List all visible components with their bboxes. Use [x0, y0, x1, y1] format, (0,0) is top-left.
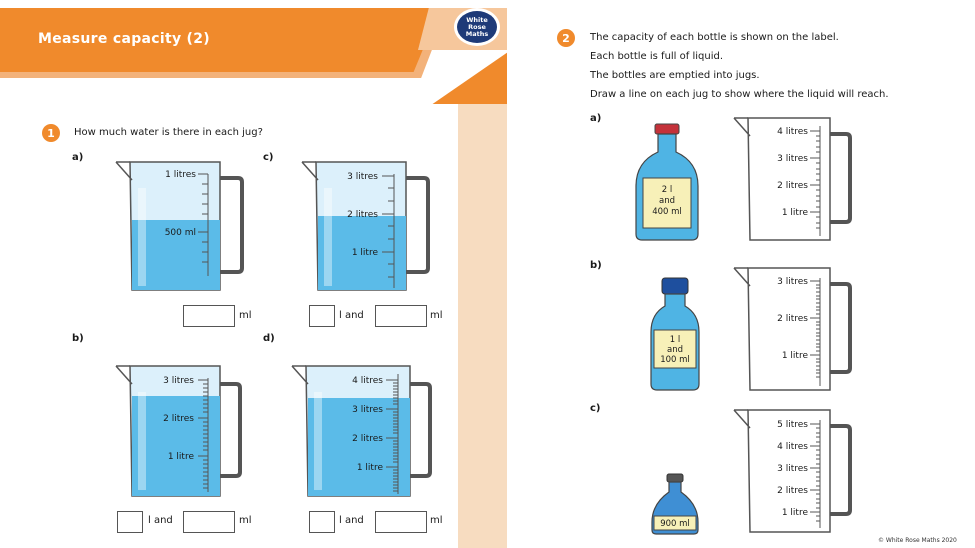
logo-line-2: Rose	[468, 22, 486, 31]
jug-a-mark-2: 500 ml	[164, 228, 196, 238]
q1d-unit: ml	[430, 515, 443, 526]
bottle-b-label-1: 1 l	[669, 335, 681, 345]
q1-part-d-label: d)	[263, 333, 275, 344]
q2-line-2: Each bottle is full of liquid.	[590, 51, 724, 62]
q2-jug-c-mark-5: 1 litre	[781, 508, 808, 518]
q2-jug-a-mark-3: 2 litres	[777, 181, 808, 191]
q2-jug-c-mark-2: 4 litres	[777, 442, 808, 452]
q2-jug-a-mark-1: 4 litres	[777, 127, 808, 137]
q2-jug-c-mark-3: 3 litres	[777, 464, 808, 474]
q2-line-1: The capacity of each bottle is shown on the label.	[590, 32, 839, 43]
q2-jug-a-mark-4: 1 litre	[781, 208, 808, 218]
logo-badge	[457, 11, 497, 43]
jug-d-mark-1: 4 litres	[352, 376, 383, 386]
q2-bottle-a	[632, 122, 704, 246]
question-1-number: 1	[42, 124, 60, 142]
page-title: Measure capacity (2)	[38, 31, 210, 47]
q1d-ml-box[interactable]	[375, 511, 427, 533]
bottle-b-label-3: 100 ml	[660, 355, 690, 365]
q1c-and-text: l and	[339, 310, 364, 321]
q1-jug-a	[110, 158, 250, 298]
q2-part-a-label: a)	[590, 113, 602, 124]
logo-line-1: White	[466, 15, 488, 24]
q2-part-c-label: c)	[590, 403, 601, 414]
bottle-b-label-2: and	[667, 345, 683, 355]
jug-d-mark-3: 2 litres	[352, 434, 383, 444]
q1b-ml-box[interactable]	[183, 511, 235, 533]
copyright-text: © White Rose Maths 2020	[878, 537, 957, 544]
logo-line-3: Maths	[465, 29, 489, 38]
q2-line-4: Draw a line on each jug to show where the liquid will reach.	[590, 89, 889, 100]
q2-jug-b-mark-1: 3 litres	[777, 277, 808, 287]
q1d-litres-box[interactable]	[309, 511, 335, 533]
q2-jug-b	[728, 264, 858, 394]
jug-b-mark-3: 1 litre	[167, 452, 194, 462]
bottle-c-label-1: 900 ml	[660, 519, 690, 529]
q2-bottle-b	[648, 276, 702, 394]
peach-margin-strip	[458, 100, 507, 548]
question-2-number: 2	[557, 29, 575, 47]
white-rose-maths-logo	[454, 8, 500, 46]
q1-jug-b	[112, 362, 252, 502]
q1-jug-d	[290, 362, 440, 502]
bottle-a-label-3: 400 ml	[652, 207, 682, 217]
jug-b-mark-2: 2 litres	[163, 414, 194, 424]
q1-part-b-label: b)	[72, 333, 84, 344]
jug-b-mark-1: 3 litres	[163, 376, 194, 386]
jug-d-mark-2: 3 litres	[352, 405, 383, 415]
q2-jug-c	[728, 406, 858, 536]
q1b-litres-box[interactable]	[117, 511, 143, 533]
q2-jug-b-mark-2: 2 litres	[777, 314, 808, 324]
q2-jug-c-mark-4: 2 litres	[777, 486, 808, 496]
q1b-and-text: l and	[148, 515, 173, 526]
q2-jug-c-mark-1: 5 litres	[777, 420, 808, 430]
q1b-unit: ml	[239, 515, 252, 526]
q1c-ml-box[interactable]	[375, 305, 427, 327]
question-1-text: How much water is there in each jug?	[74, 127, 263, 138]
jug-d-mark-4: 1 litre	[356, 463, 383, 473]
q1-part-c-label: c)	[263, 152, 274, 163]
jug-a-mark-1: 1 litres	[165, 170, 196, 180]
q1-jug-c	[296, 158, 436, 298]
q2-jug-a	[728, 114, 858, 244]
q2-part-b-label: b)	[590, 260, 602, 271]
jug-c-mark-1: 3 litres	[347, 172, 378, 182]
bottle-a-label-2: and	[659, 196, 675, 206]
jug-c-mark-2: 2 litres	[347, 210, 378, 220]
q1a-answer-box[interactable]	[183, 305, 235, 327]
q2-jug-a-mark-2: 3 litres	[777, 154, 808, 164]
q2-jug-b-mark-3: 1 litre	[781, 351, 808, 361]
jug-c-mark-3: 1 litre	[351, 248, 378, 258]
bottle-a-label-1: 2 l	[661, 185, 673, 195]
q1c-litres-box[interactable]	[309, 305, 335, 327]
q1c-unit: ml	[430, 310, 443, 321]
q2-bottle-c	[650, 472, 700, 536]
q1d-and-text: l and	[339, 515, 364, 526]
q2-line-3: The bottles are emptied into jugs.	[590, 70, 760, 81]
q1-part-a-label: a)	[72, 152, 84, 163]
q1a-unit: ml	[239, 310, 252, 321]
